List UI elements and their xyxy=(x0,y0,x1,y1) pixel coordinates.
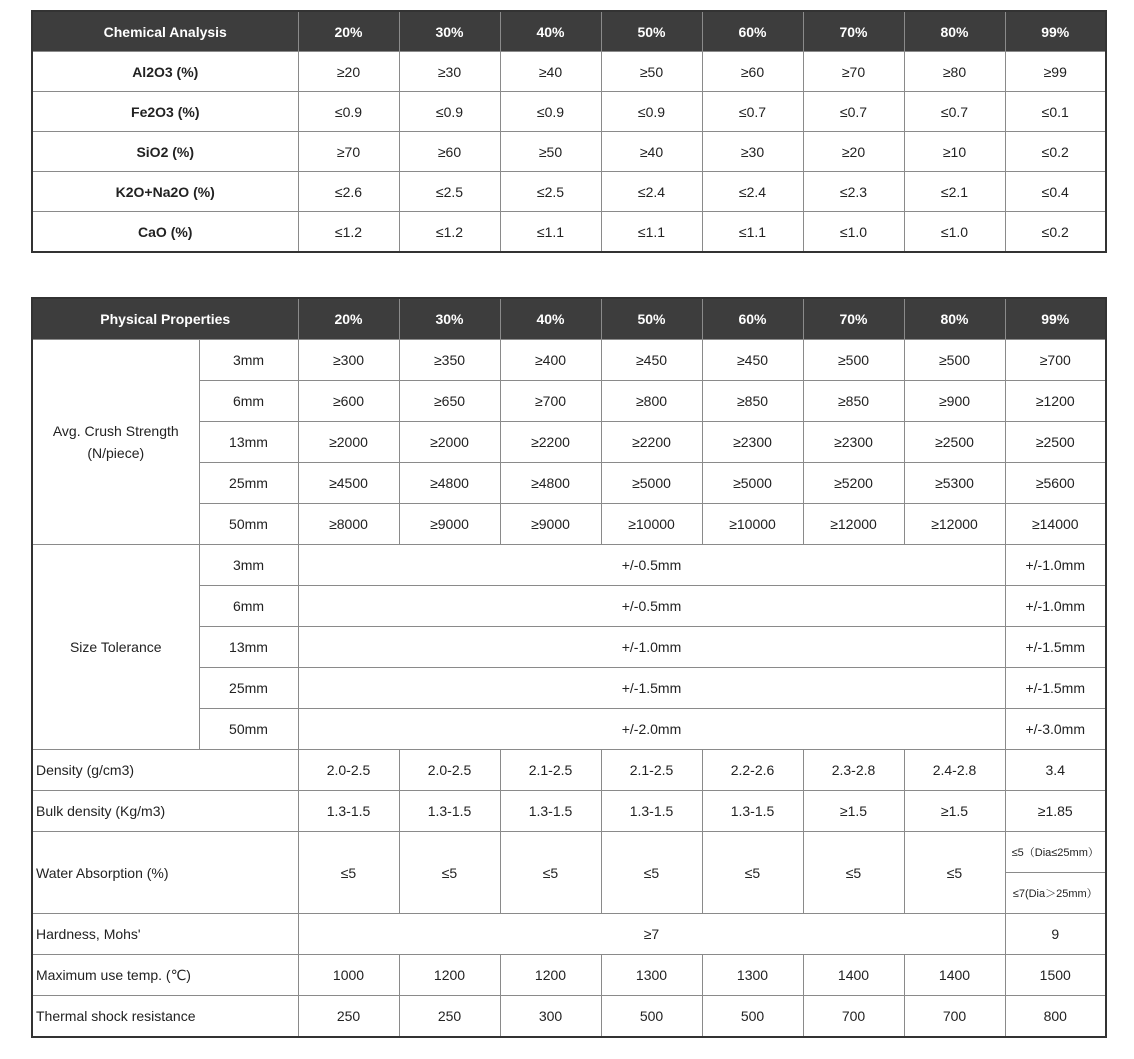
header-cell: Physical Properties xyxy=(32,298,298,340)
table-cell: ≥650 xyxy=(399,381,500,422)
physical-header-row xyxy=(32,298,1106,340)
table-cell: ≥99 xyxy=(1005,52,1106,92)
header-cell: 40% xyxy=(500,298,601,340)
table-cell: ≤0.9 xyxy=(399,92,500,132)
table-cell: ≤5 xyxy=(601,832,702,914)
table-cell: ≥12000 xyxy=(803,504,904,545)
table-cell: ≥8000 xyxy=(298,504,399,545)
table-row xyxy=(32,52,1106,92)
table-cell: ≥40 xyxy=(601,132,702,172)
table-cell: ≥5000 xyxy=(601,463,702,504)
chemical-header-row xyxy=(32,11,1106,52)
header-cell: Chemical Analysis xyxy=(32,11,298,52)
table-cell: ≤2.1 xyxy=(904,172,1005,212)
table-cell: ≤0.4 xyxy=(1005,172,1106,212)
table-cell: ≤5 xyxy=(298,832,399,914)
row-label: CaO (%) xyxy=(32,212,298,253)
size-cell: 50mm xyxy=(199,709,298,750)
table-cell: 1200 xyxy=(399,955,500,996)
table-cell: ≥70 xyxy=(298,132,399,172)
table-cell: ≤2.4 xyxy=(702,172,803,212)
table-cell: 2.0-2.5 xyxy=(399,750,500,791)
table-cell: ≤1.1 xyxy=(702,212,803,253)
header-cell: 70% xyxy=(803,11,904,52)
table-cell: ≤2.5 xyxy=(399,172,500,212)
table-cell: ≥700 xyxy=(1005,340,1106,381)
crush-label-line2: (N/piece) xyxy=(87,445,145,461)
table-cell: +/-2.0mm xyxy=(298,709,1005,750)
table-cell: +/-1.0mm xyxy=(1005,586,1106,627)
table-cell: ≤0.2 xyxy=(1005,212,1106,253)
size-cell: 13mm xyxy=(199,422,298,463)
table-cell: ≤2.5 xyxy=(500,172,601,212)
table-cell: ≥20 xyxy=(298,52,399,92)
table-row xyxy=(32,212,1106,253)
table-cell: +/-1.5mm xyxy=(1005,668,1106,709)
table-cell: ≤5 xyxy=(702,832,803,914)
table-cell: ≥2500 xyxy=(904,422,1005,463)
header-cell: 60% xyxy=(702,11,803,52)
table-cell: 2.4-2.8 xyxy=(904,750,1005,791)
table-cell: ≥20 xyxy=(803,132,904,172)
physical-properties-table xyxy=(31,297,1107,1038)
table-cell: ≥7 xyxy=(298,914,1005,955)
table-cell: 300 xyxy=(500,996,601,1038)
table-cell: ≥900 xyxy=(904,381,1005,422)
table-cell: +/-3.0mm xyxy=(1005,709,1106,750)
table-cell: ≥350 xyxy=(399,340,500,381)
table-cell: ≤5 xyxy=(904,832,1005,914)
table-cell: ≤5 xyxy=(500,832,601,914)
table-cell: ≥9000 xyxy=(500,504,601,545)
table-cell: ≥2000 xyxy=(298,422,399,463)
table-row xyxy=(32,791,1106,832)
table-cell: ≥2000 xyxy=(399,422,500,463)
row-label: K2O+Na2O (%) xyxy=(32,172,298,212)
table-cell: ≥50 xyxy=(500,132,601,172)
table-cell: ≥30 xyxy=(399,52,500,92)
table-cell: +/-1.0mm xyxy=(1005,545,1106,586)
table-cell: ≥1200 xyxy=(1005,381,1106,422)
header-cell: 60% xyxy=(702,298,803,340)
size-cell: 13mm xyxy=(199,627,298,668)
header-cell: 99% xyxy=(1005,298,1106,340)
size-cell: 25mm xyxy=(199,463,298,504)
table-cell: 1.3-1.5 xyxy=(500,791,601,832)
header-cell: 30% xyxy=(399,11,500,52)
table-row xyxy=(32,996,1106,1038)
header-cell: 30% xyxy=(399,298,500,340)
table-cell: 1400 xyxy=(904,955,1005,996)
table-cell: ≥14000 xyxy=(1005,504,1106,545)
table-cell: ≥400 xyxy=(500,340,601,381)
row-label: Al2O3 (%) xyxy=(32,52,298,92)
table-cell: ≥450 xyxy=(702,340,803,381)
table-cell: ≥80 xyxy=(904,52,1005,92)
table-cell: ≤5（Dia≤25mm） xyxy=(1005,832,1106,873)
table-cell: 1400 xyxy=(803,955,904,996)
table-cell: 9 xyxy=(1005,914,1106,955)
size-cell: 25mm xyxy=(199,668,298,709)
table-cell: ≤0.9 xyxy=(500,92,601,132)
table-cell: ≥2300 xyxy=(803,422,904,463)
table-cell: 1.3-1.5 xyxy=(399,791,500,832)
table-cell: ≤5 xyxy=(399,832,500,914)
size-tolerance-label: Size Tolerance xyxy=(32,545,199,750)
table-row xyxy=(32,832,1106,873)
table-cell: ≥1.5 xyxy=(803,791,904,832)
table-cell: 700 xyxy=(803,996,904,1038)
table-cell: ≤2.6 xyxy=(298,172,399,212)
table-cell: ≥5000 xyxy=(702,463,803,504)
table-cell: 2.1-2.5 xyxy=(601,750,702,791)
table-cell: ≤7(Dia＞25mm） xyxy=(1005,873,1106,914)
row-label: Thermal shock resistance xyxy=(32,996,298,1038)
row-label: SiO2 (%) xyxy=(32,132,298,172)
table-cell: ≤0.7 xyxy=(803,92,904,132)
table-cell: ≤0.2 xyxy=(1005,132,1106,172)
table-row xyxy=(32,750,1106,791)
table-cell: ≥10000 xyxy=(702,504,803,545)
header-cell: 80% xyxy=(904,298,1005,340)
table-cell: ≥2500 xyxy=(1005,422,1106,463)
table-cell: ≥70 xyxy=(803,52,904,92)
table-cell: 1.3-1.5 xyxy=(702,791,803,832)
table-cell: ≥1.85 xyxy=(1005,791,1106,832)
table-cell: ≥600 xyxy=(298,381,399,422)
table-cell: ≤0.1 xyxy=(1005,92,1106,132)
row-label: Density (g/cm3) xyxy=(32,750,298,791)
table-cell: ≥500 xyxy=(803,340,904,381)
table-cell: ≥5200 xyxy=(803,463,904,504)
table-cell: +/-1.0mm xyxy=(298,627,1005,668)
table-cell: ≤1.0 xyxy=(904,212,1005,253)
header-cell: 20% xyxy=(298,298,399,340)
table-row xyxy=(32,132,1106,172)
table-cell: ≤1.2 xyxy=(298,212,399,253)
table-cell: ≥10000 xyxy=(601,504,702,545)
crush-strength-label xyxy=(32,340,199,545)
chemical-analysis-table xyxy=(31,10,1107,253)
row-label: Bulk density (Kg/m3) xyxy=(32,791,298,832)
size-cell: 6mm xyxy=(199,586,298,627)
table-cell: ≥50 xyxy=(601,52,702,92)
table-cell: ≥850 xyxy=(702,381,803,422)
table-cell: 2.3-2.8 xyxy=(803,750,904,791)
table-cell: ≥850 xyxy=(803,381,904,422)
row-label: Hardness, Mohs' xyxy=(32,914,298,955)
table-row xyxy=(32,955,1106,996)
row-label: Maximum use temp. (℃) xyxy=(32,955,298,996)
table-cell: ≤1.1 xyxy=(601,212,702,253)
table-cell: 1300 xyxy=(601,955,702,996)
table-cell: ≤0.9 xyxy=(601,92,702,132)
table-cell: ≥450 xyxy=(601,340,702,381)
table-cell: ≥300 xyxy=(298,340,399,381)
table-cell: ≥40 xyxy=(500,52,601,92)
table-cell: 2.1-2.5 xyxy=(500,750,601,791)
row-label: Water Absorption (%) xyxy=(32,832,298,914)
table-cell: ≥2200 xyxy=(500,422,601,463)
table-cell: 250 xyxy=(298,996,399,1038)
table-cell: 1000 xyxy=(298,955,399,996)
table-cell: ≤1.2 xyxy=(399,212,500,253)
table-cell: +/-0.5mm xyxy=(298,545,1005,586)
table-row xyxy=(32,545,1106,586)
table-cell: ≥700 xyxy=(500,381,601,422)
table-cell: 1.3-1.5 xyxy=(601,791,702,832)
table-cell: 1500 xyxy=(1005,955,1106,996)
header-cell: 50% xyxy=(601,298,702,340)
table-cell: ≥5300 xyxy=(904,463,1005,504)
table-cell: ≤2.3 xyxy=(803,172,904,212)
table-cell: 3.4 xyxy=(1005,750,1106,791)
header-cell: 40% xyxy=(500,11,601,52)
table-cell: 2.0-2.5 xyxy=(298,750,399,791)
table-cell: ≥2200 xyxy=(601,422,702,463)
table-cell: ≥60 xyxy=(702,52,803,92)
table-cell: ≤1.0 xyxy=(803,212,904,253)
table-cell: ≥500 xyxy=(904,340,1005,381)
table-cell: ≤1.1 xyxy=(500,212,601,253)
table-cell: ≥5600 xyxy=(1005,463,1106,504)
table-cell: ≤0.7 xyxy=(904,92,1005,132)
table-cell: ≥10 xyxy=(904,132,1005,172)
table-cell: 2.2-2.6 xyxy=(702,750,803,791)
table-cell: 250 xyxy=(399,996,500,1038)
table-cell: 1300 xyxy=(702,955,803,996)
table-cell: 800 xyxy=(1005,996,1106,1038)
table-cell: ≤0.9 xyxy=(298,92,399,132)
table-cell: ≥12000 xyxy=(904,504,1005,545)
table-cell: ≥4800 xyxy=(500,463,601,504)
table-cell: ≥800 xyxy=(601,381,702,422)
table-cell: ≤2.4 xyxy=(601,172,702,212)
table-row xyxy=(32,340,1106,381)
size-cell: 3mm xyxy=(199,340,298,381)
table-cell: ≥2300 xyxy=(702,422,803,463)
row-label: Fe2O3 (%) xyxy=(32,92,298,132)
table-cell: ≤0.7 xyxy=(702,92,803,132)
table-cell: 500 xyxy=(702,996,803,1038)
table-cell: 1200 xyxy=(500,955,601,996)
table-row xyxy=(32,914,1106,955)
table-cell: ≥30 xyxy=(702,132,803,172)
table-cell: ≥1.5 xyxy=(904,791,1005,832)
table-cell: +/-1.5mm xyxy=(298,668,1005,709)
header-cell: 99% xyxy=(1005,11,1106,52)
size-cell: 6mm xyxy=(199,381,298,422)
table-cell: ≥4800 xyxy=(399,463,500,504)
table-row xyxy=(32,92,1106,132)
header-cell: 50% xyxy=(601,11,702,52)
size-cell: 50mm xyxy=(199,504,298,545)
table-cell: 500 xyxy=(601,996,702,1038)
table-cell: +/-0.5mm xyxy=(298,586,1005,627)
table-row xyxy=(32,172,1106,212)
table-cell: 700 xyxy=(904,996,1005,1038)
table-cell: ≥4500 xyxy=(298,463,399,504)
header-cell: 80% xyxy=(904,11,1005,52)
header-cell: 70% xyxy=(803,298,904,340)
table-cell: ≤5 xyxy=(803,832,904,914)
table-cell: 1.3-1.5 xyxy=(298,791,399,832)
table-cell: ≥60 xyxy=(399,132,500,172)
table-cell: ≥9000 xyxy=(399,504,500,545)
header-cell: 20% xyxy=(298,11,399,52)
crush-label-line1: Avg. Crush Strength xyxy=(52,423,179,439)
size-cell: 3mm xyxy=(199,545,298,586)
table-cell: +/-1.5mm xyxy=(1005,627,1106,668)
